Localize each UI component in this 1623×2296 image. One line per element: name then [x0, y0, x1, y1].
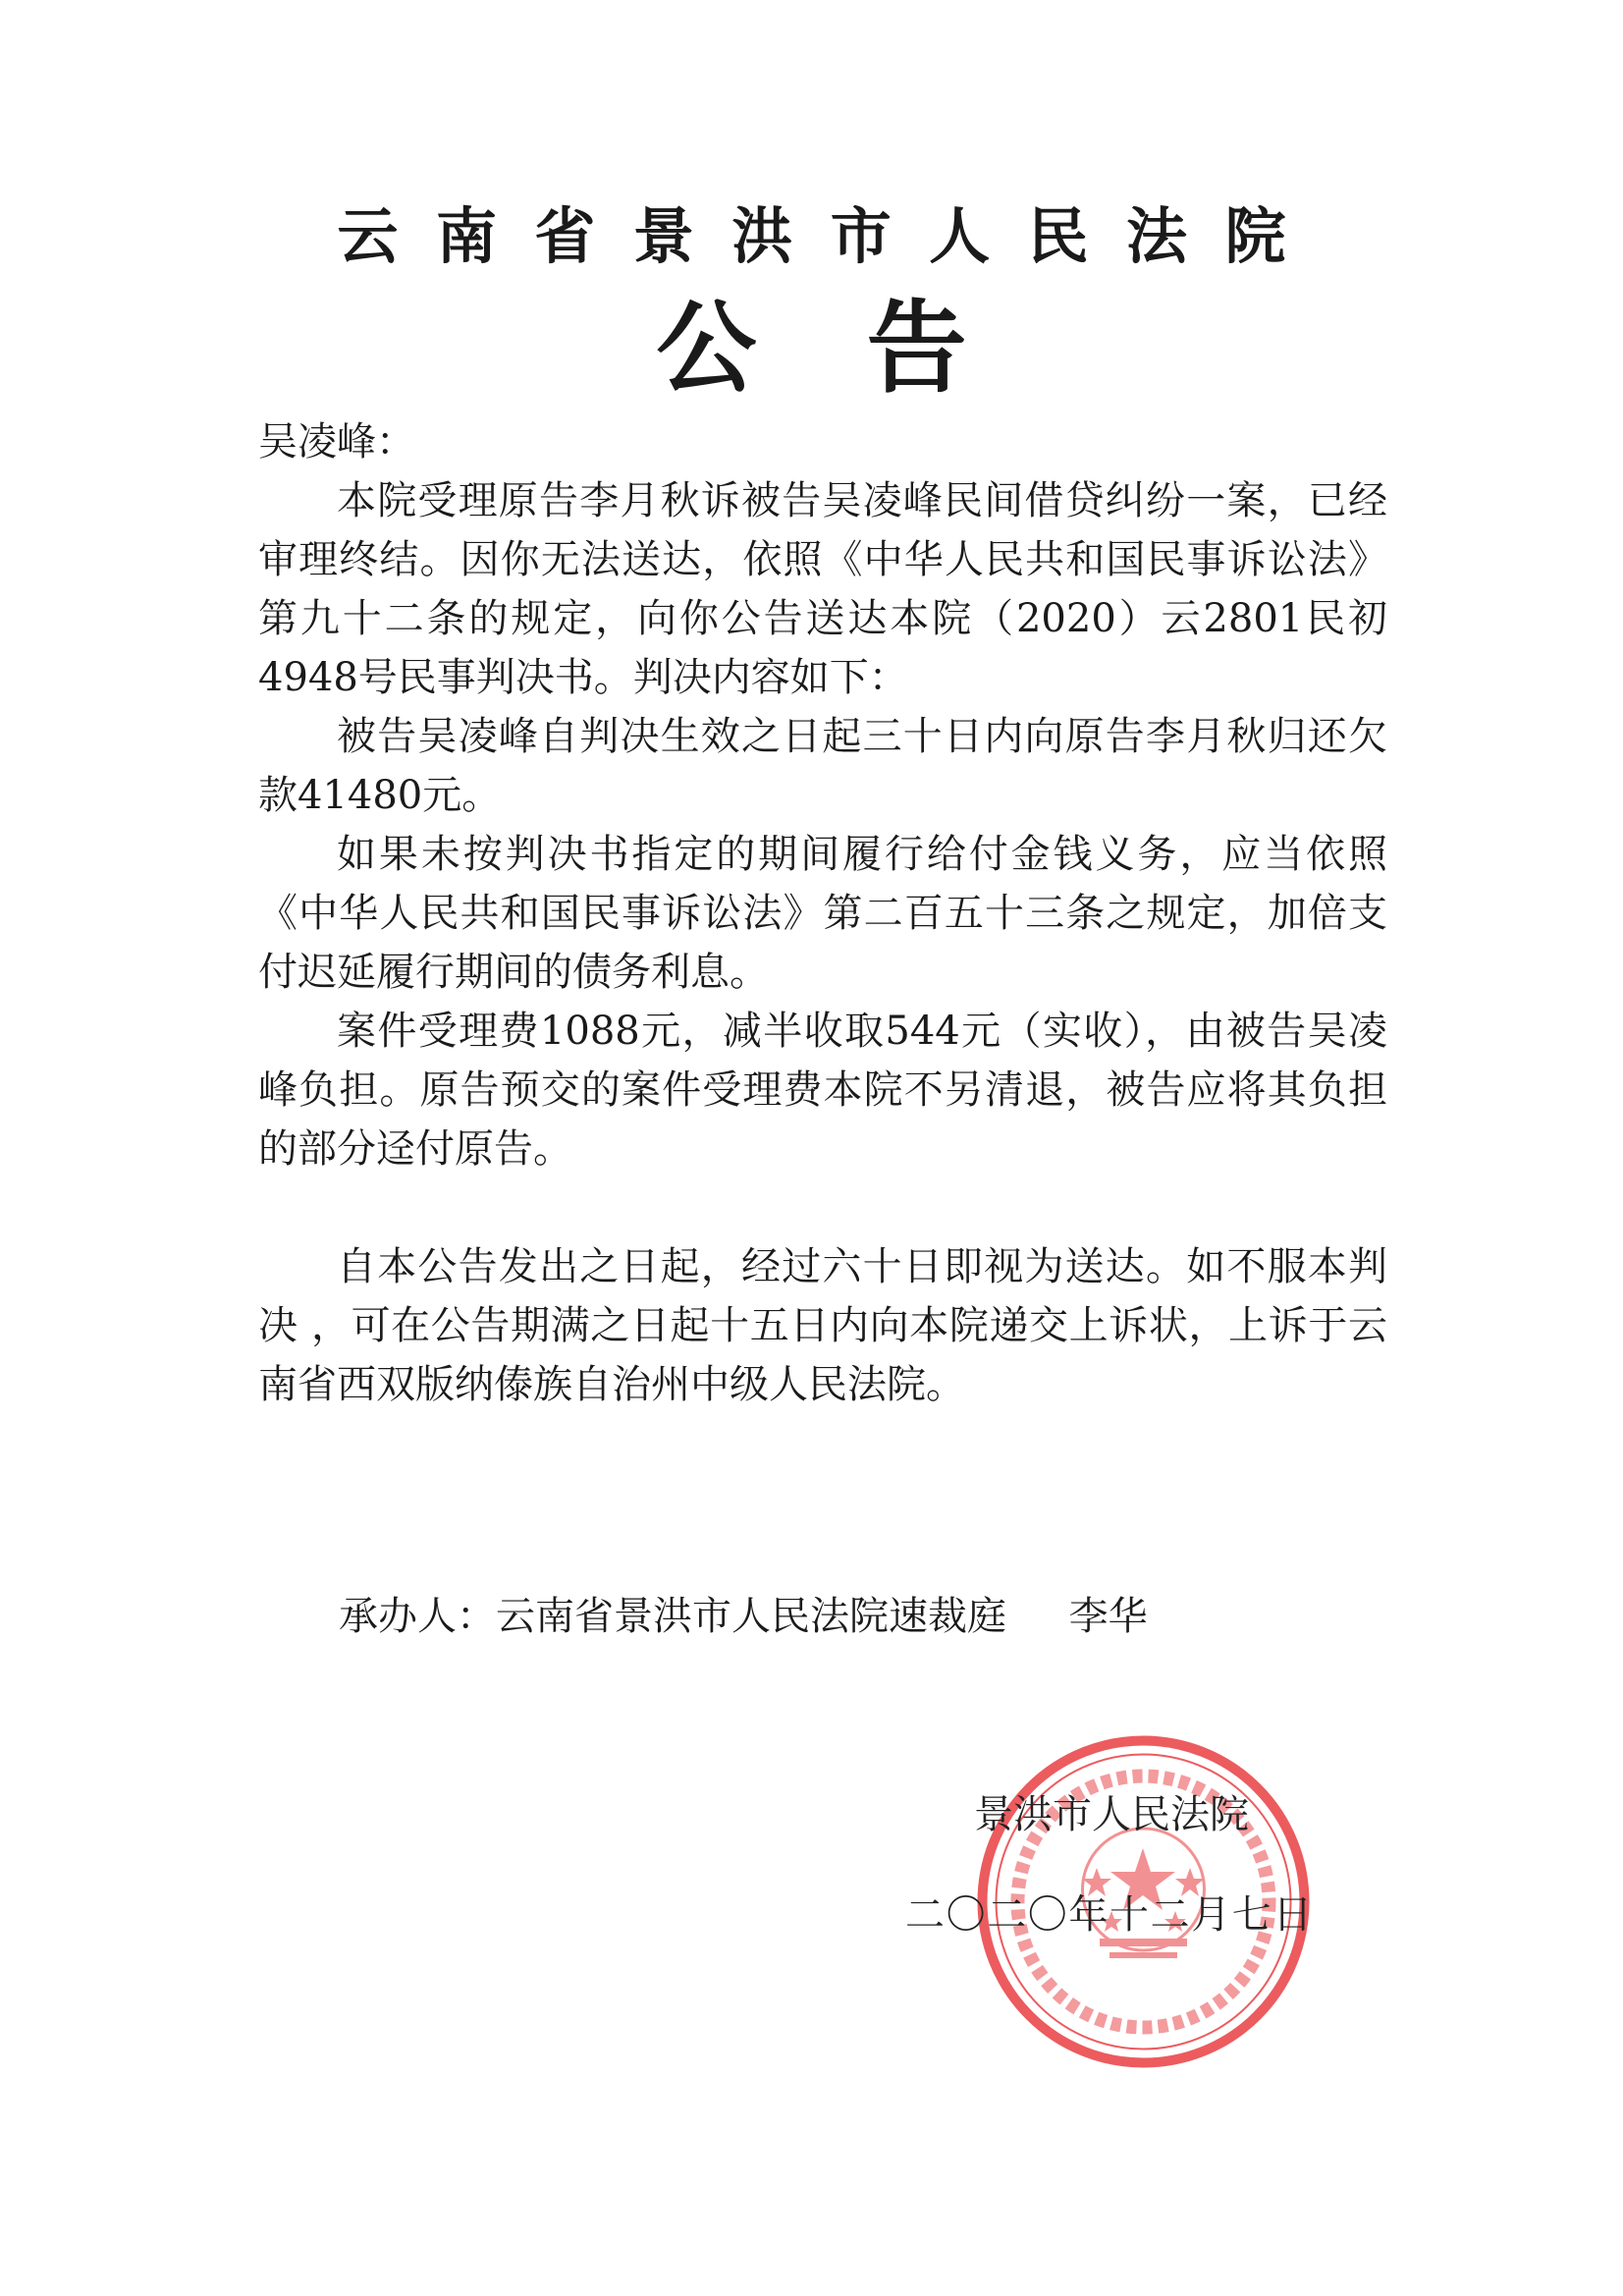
paragraph-appeal: 自本公告发出之日起，经过六十日即视为送达。如不服本判决 ，可在公告期满之日起十五日内向本院递交上诉状，上诉于云南省西双版纳傣族自治州中级人民法院。	[258, 1244, 1387, 1407]
paragraph-fees: 案件受理费1088元，减半收取544元（实收），由被告吴凌峰负担。原告预交的案件受理费本院不另清退，被告应将其负担的部分迳付原告。	[258, 1009, 1387, 1172]
notice-body	[258, 412, 1387, 1414]
issuer-name: 景洪市人民法院	[974, 1792, 1249, 1837]
paragraph-interest: 如果未按判决书指定的期间履行给付金钱义务，应当依照《中华人民共和国民事诉讼法》第二百五十三条之规定，加倍支付迟延履行期间的债务利息。	[258, 832, 1387, 995]
court-name: 云南省景洪市人民法院	[337, 200, 1324, 272]
paragraph-case-intro: 本院受理原告李月秋诉被告吴凌峰民间借贷纠纷一案，已经审理终结。因你无法送达，依照《中华人民共和国民事诉讼法》第九十二条的规定，向你公告送达本院（2020）云2801民初4948号民事判决书。判决内容如下：	[258, 478, 1387, 700]
paragraph-judgment: 被告吴凌峰自判决生效之日起三十日内向原告李月秋归还欠款41480元。	[258, 714, 1387, 818]
paragraph-gap	[258, 1178, 1387, 1237]
handler-line: 承办人：云南省景洪市人民法院速裁庭 李华	[339, 1594, 1148, 1639]
addressee: 吴凌峰：	[258, 419, 415, 465]
document-title: 公告	[656, 291, 1077, 408]
issue-date: 二〇二〇年十二月七日	[905, 1892, 1314, 1938]
